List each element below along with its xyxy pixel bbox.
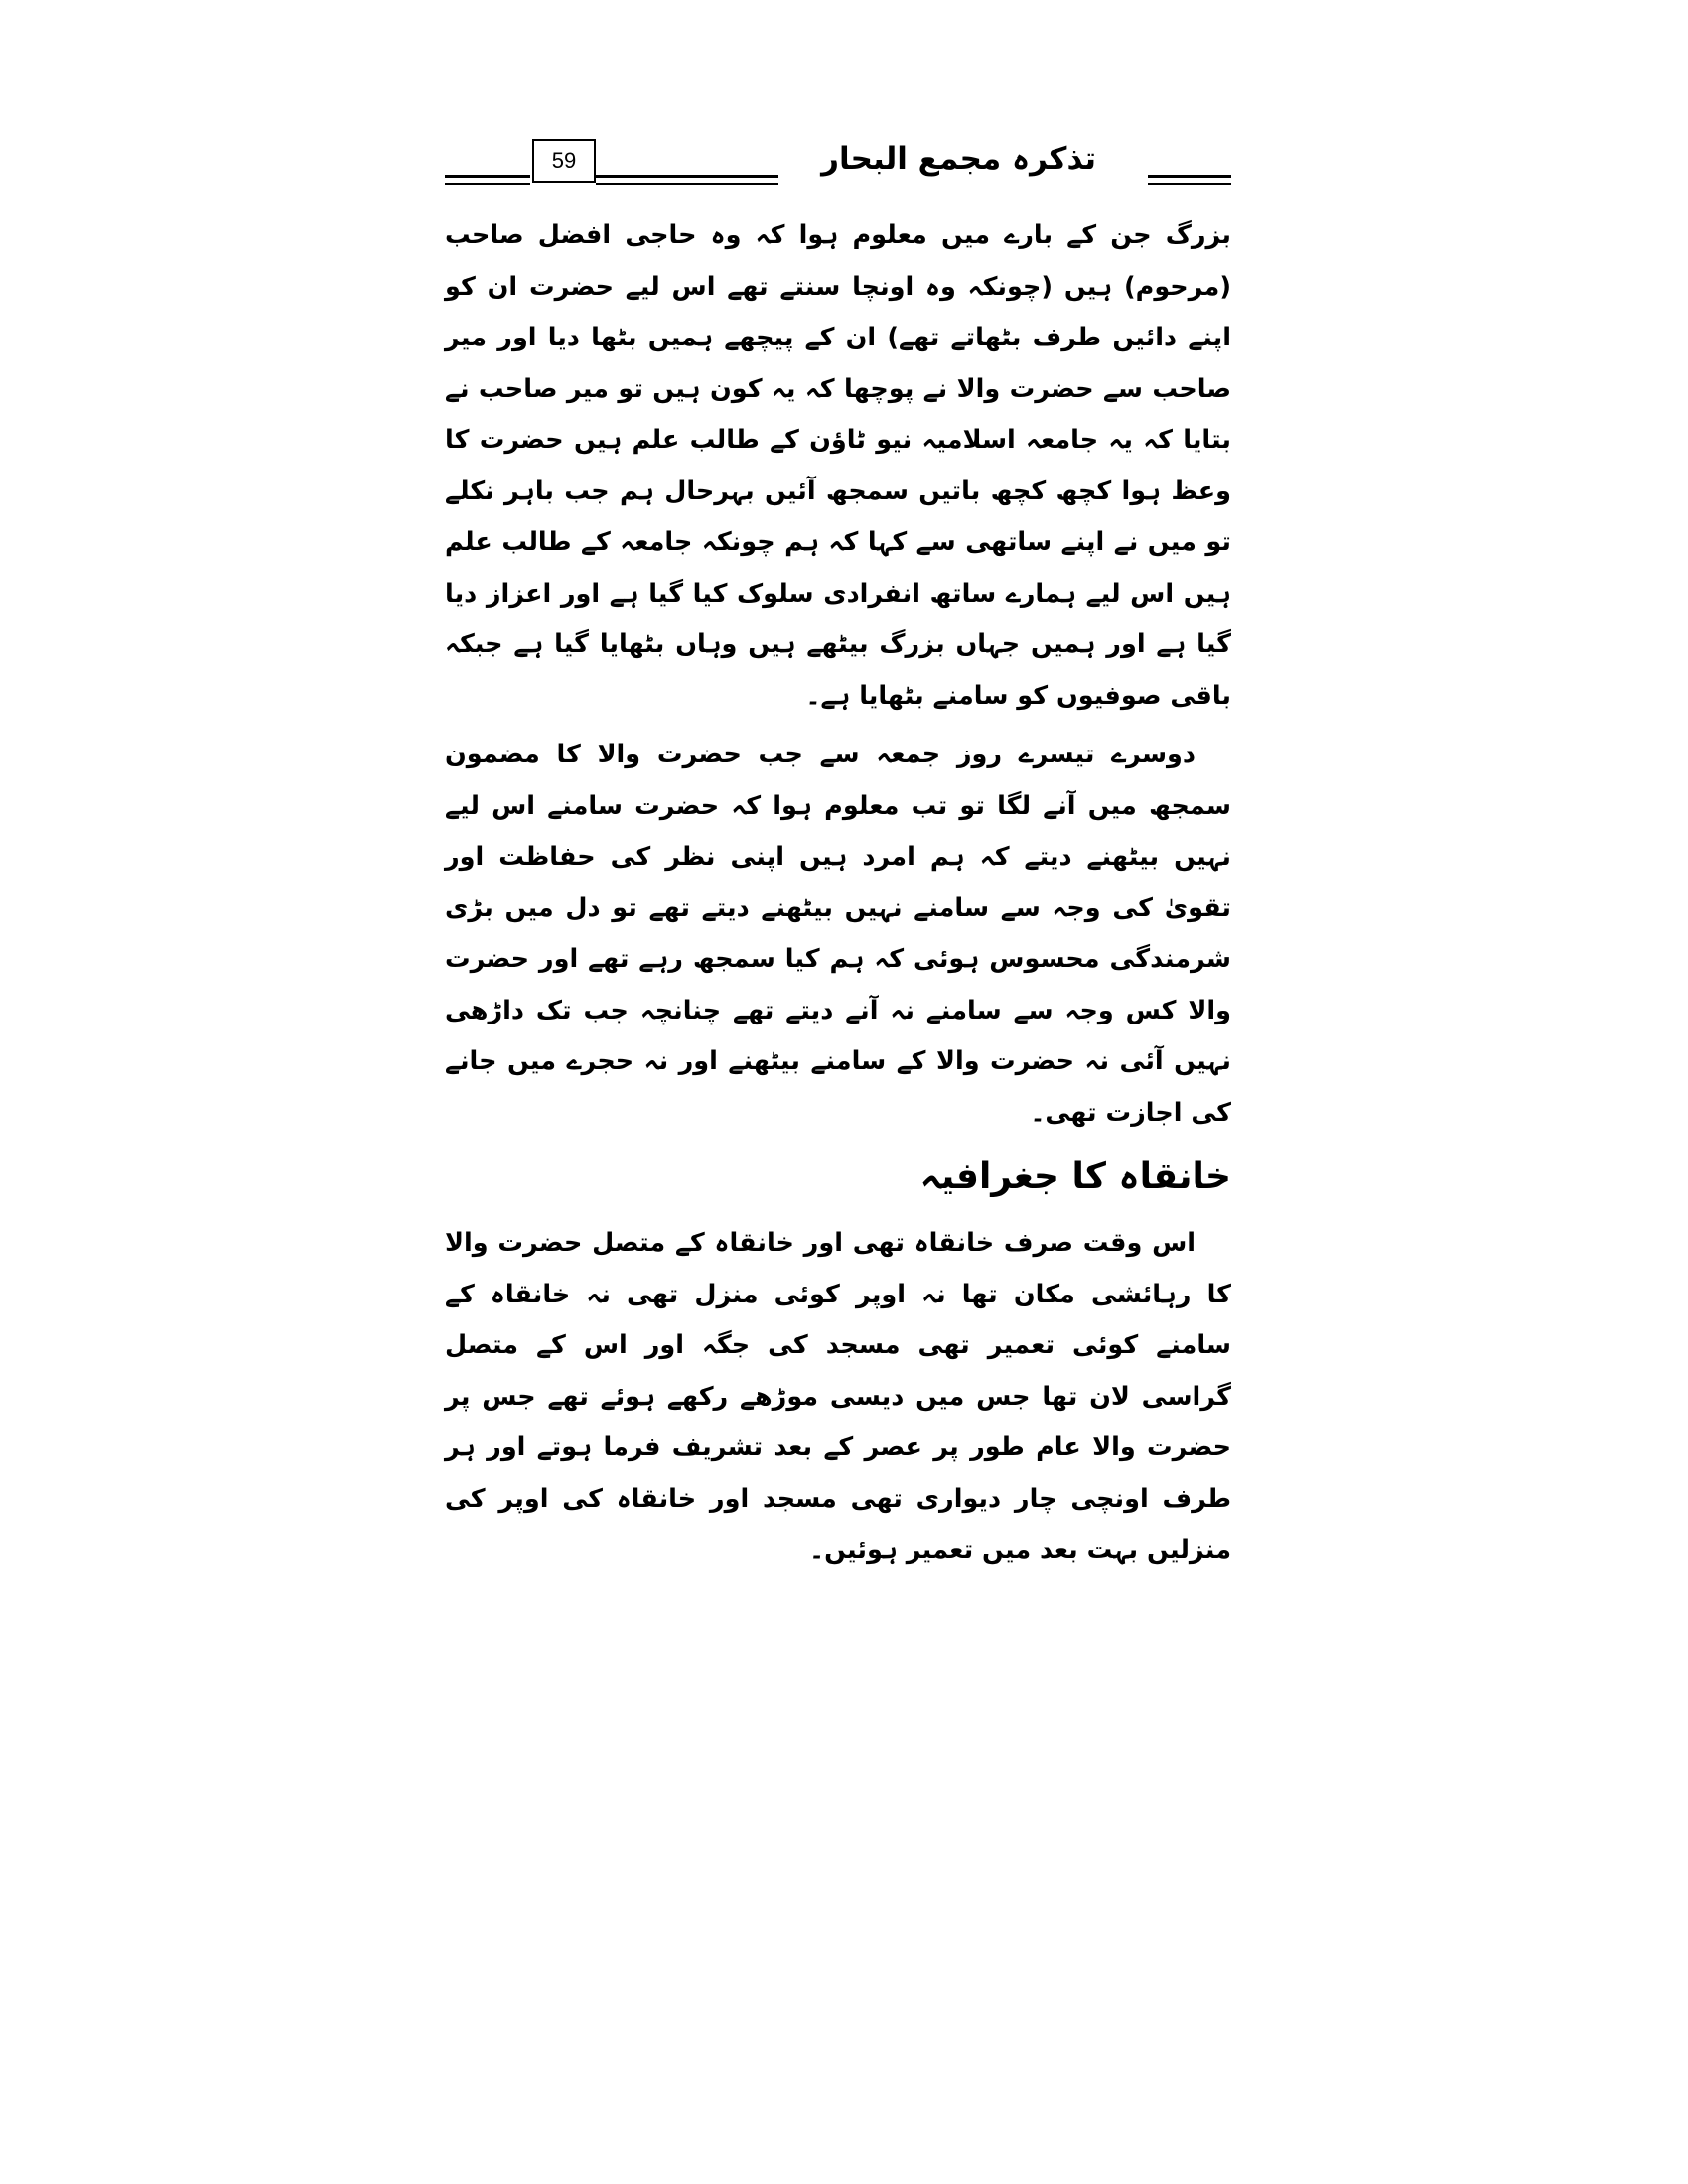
header-rule-left-bottom [445,183,530,185]
header-rule-right-top [1148,175,1231,178]
header-rule-right-bottom [1148,183,1231,185]
paragraph-2: دوسرے تیسرے روز جمعہ سے جب حضرت والا کا مضمون سمجھ میں آنے لگا تو تب معلوم ہوا کہ حضرت سامنے اس لیے نہیں بیٹھنے دیتے کہ ہم امرد ہیں اپنی نظر کی حفاظت اور تقویٰ کی وجہ سے سامنے نہیں بیٹھنے دیتے تھے تو دل میں بڑی شرمندگی محسوس ہوئی کہ ہم کیا سمجھ رہے تھے اور حضرت والا کس وجہ سے سامنے نہ آنے دیتے تھے چنانچہ جب تک داڑھی نہیں آئی نہ حضرت والا کے سامنے بیٹھنے اور نہ حجرے میں جانے کی اجازت تھی۔ [445,740,1231,1128]
paragraph-1: بزرگ جن کے بارے میں معلوم ہوا کہ وہ حاجی افضل صاحب (مرحوم) ہیں (چونکہ وہ اونچا سنتے تھے اس لیے حضرت ان کو اپنے دائیں طرف بٹھاتے تھے) ان کے پیچھے ہمیں بٹھا دیا اور میر صاحب سے حضرت والا نے پوچھا کہ یہ کون ہیں تو میر صاحب نے بتایا کہ یہ جامعہ اسلامیہ نیو ٹاؤن کے طالب علم ہیں حضرت کا وعظ ہوا کچھ کچھ باتیں سمجھ آئیں بہرحال ہم جب باہر نکلے تو میں نے اپنے ساتھی سے کہا کہ ہم چونکہ جامعہ کے طالب علم ہیں اس لیے ہمارے ساتھ انفرادی سلوک کیا گیا ہے اور اعزاز دیا گیا ہے اور ہمیں جہاں بزرگ بیٹھے ہیں وہاں بٹھایا گیا ہے جبکہ باقی صوفیوں کو سامنے بٹھایا ہے۔ [445,220,1231,711]
header-rule-middle-top [596,175,778,178]
page-number: 59 [532,139,596,183]
paragraph-3: اس وقت صرف خانقاہ تھی اور خانقاہ کے متصل حضرت والا کا رہائشی مکان تھا نہ اوپر کوئی منزل تھی نہ خانقاہ کے سامنے کوئی تعمیر تھی مسجد کی جگہ اور اس کے متصل گراسی لان تھا جس میں دیسی موڑھے رکھے ہوئے تھے جس پر حضرت والا عام طور پر عصر کے بعد تشریف فرما ہوتے اور ہر طرف اونچی چار دیواری تھی مسجد اور خانقاہ کی اوپر کی منزلیں بہت بعد میں تعمیر ہوئیں۔ [445,1228,1231,1565]
page-body [445,210,1231,1576]
section-heading: خانقاہ کا جغرافیہ [919,1157,1231,1197]
header-rule-left-top [445,175,530,178]
header-rule-middle-bottom [596,183,778,185]
page-header [445,139,1231,191]
book-title: تذکرہ مجمع البحار [821,141,1096,177]
